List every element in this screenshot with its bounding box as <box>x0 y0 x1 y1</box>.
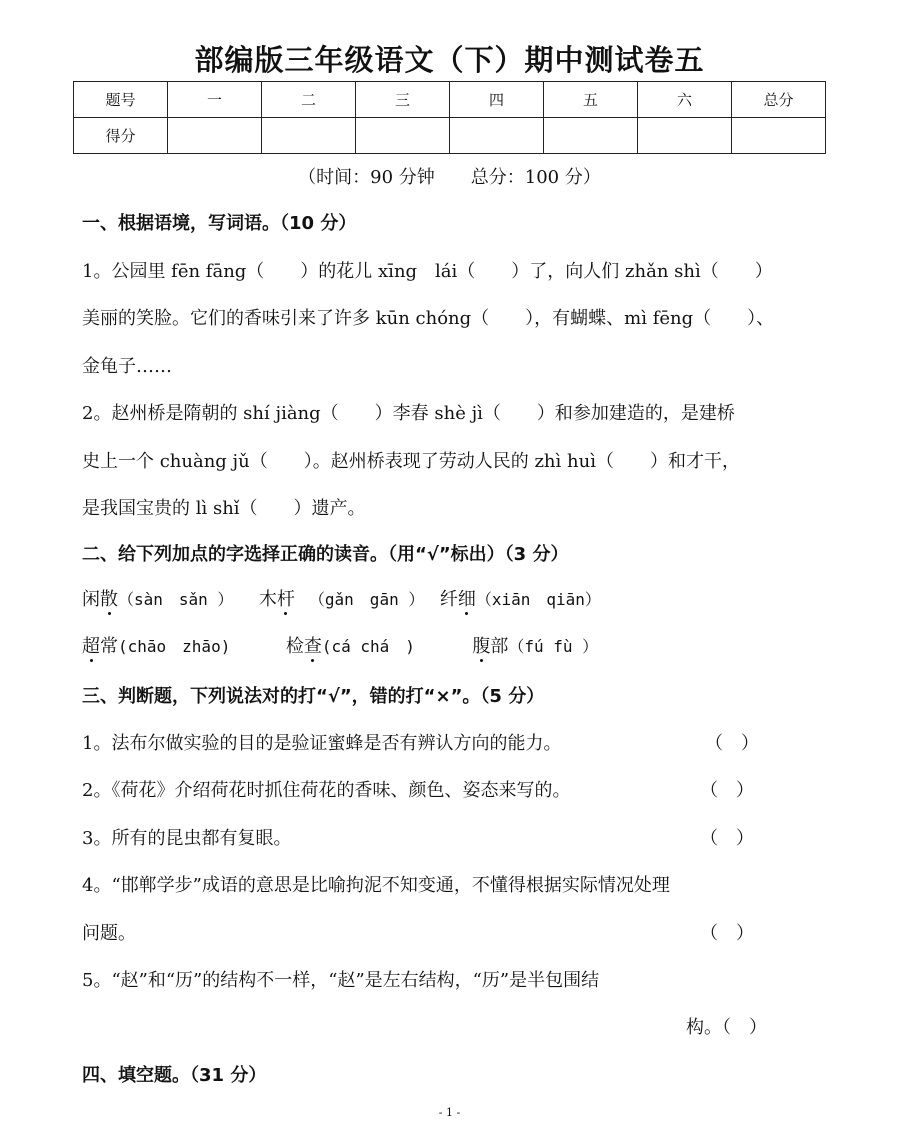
page-number: - 1 - <box>438 1106 461 1119</box>
header-cell: 三 <box>356 82 450 118</box>
word-5: 检查 <box>285 636 322 657</box>
s3-q5-line-1: 5。“赵”和“历”的结构不一样，“赵”是左右结构，“历”是半包围结 <box>82 970 600 991</box>
answer-paren[interactable]: （ ） <box>700 923 754 944</box>
header-cell: 总分 <box>732 82 826 118</box>
header-cell: 四 <box>450 82 544 118</box>
exam-info: （时间：90 分钟 总分：100 分） <box>298 167 601 188</box>
score-cell[interactable] <box>356 118 450 154</box>
section-3-heading: 三、判断题，下列说法对的打“√”，错的打“×”。（5 分） <box>82 686 545 707</box>
score-table-score-row <box>74 118 826 154</box>
score-cell[interactable] <box>168 118 262 154</box>
dotted-char: 查 <box>303 636 322 657</box>
pinyin-options: (chāo zhāo) <box>118 637 231 656</box>
answer-paren[interactable]: （ ） <box>700 780 754 801</box>
dotted-char: 散 <box>100 589 118 610</box>
dotted-char: 腹 <box>472 636 491 657</box>
word-3: 纤细 <box>439 589 476 610</box>
score-cell[interactable] <box>544 118 638 154</box>
score-table <box>73 81 826 154</box>
pinyin-options: （sàn sǎn ） <box>118 590 234 609</box>
answer-paren[interactable]: （ ） <box>700 828 754 849</box>
score-cell[interactable] <box>262 118 356 154</box>
s3-q4-line-1: 4。“邯郸学步”成语的意思是比喻拘泥不知变通，不懂得根据实际情况处理 <box>82 875 670 896</box>
s1-line-3: 金龟子…… <box>82 356 172 377</box>
header-cell: 五 <box>544 82 638 118</box>
pinyin-options: (cá chá ) <box>321 637 415 656</box>
score-cell[interactable] <box>450 118 544 154</box>
s3-q1: 1。法布尔做实验的目的是验证蜜蜂是否有辨认方向的能力。 <box>82 733 562 754</box>
score-cell[interactable] <box>638 118 732 154</box>
s1-line-1: 1。公园里 fēn fāng（ ）的花儿 xīng lái（ ）了，向人们 zhǎn shì（ ） <box>82 261 773 282</box>
score-cell[interactable] <box>732 118 826 154</box>
word-1: 闲散 <box>82 589 118 610</box>
s1-line-5: 史上一个 chuàng jǔ（ ）。赵州桥表现了劳动人民的 zhì huì（ ）和才干， <box>82 451 740 472</box>
header-cell: 六 <box>638 82 732 118</box>
s1-line-2: 美丽的笑脸。它们的香味引来了许多 kūn chóng（ ），有蝴蝶、mì fēng（ ）、 <box>82 308 775 329</box>
answer-paren[interactable]: （ ） <box>705 733 759 754</box>
s1-line-4: 2。赵州桥是隋朝的 shí jiàng（ ）李春 shè jì（ ）和参加建造的，是建桥 <box>82 403 735 424</box>
header-cell: 题号 <box>74 82 168 118</box>
dotted-char: 超 <box>82 636 100 657</box>
pinyin-options: （gǎn gān ） <box>308 590 425 609</box>
section-1-heading: 一、根据语境，写词语。（10 分） <box>82 213 357 234</box>
score-table-header-row <box>74 82 826 118</box>
section-2-heading: 二、给下列加点的字选择正确的读音。（用“√”标出）（3 分） <box>82 544 569 565</box>
pinyin-options: （fú fù ） <box>508 637 599 656</box>
s3-q2: 2。《荷花》介绍荷花时抓住荷花的香味、颜色、姿态来写的。 <box>82 780 571 801</box>
section-4-heading: 四、填空题。（31 分） <box>82 1065 267 1086</box>
page-title: 部编版三年级语文（下）期中测试卷五 <box>194 43 705 77</box>
header-cell: 二 <box>262 82 356 118</box>
row-label-cell: 得分 <box>74 118 168 154</box>
s3-q5-line-2: 构。（ ） <box>686 1017 767 1038</box>
answer-paren[interactable]: （ ） <box>722 1017 767 1038</box>
s3-q4-line-2: 问题。 <box>82 923 136 944</box>
pinyin-options: （xiān qiān） <box>475 590 601 609</box>
dotted-char: 细 <box>457 589 476 610</box>
s3-q3: 3。所有的昆虫都有复眼。 <box>82 828 292 849</box>
word-6: 腹部 <box>472 636 509 657</box>
word-4: 超常 <box>82 636 118 657</box>
s2-row-2 <box>82 634 823 660</box>
word-2: 木杆 <box>258 589 295 610</box>
s1-line-6: 是我国宝贵的 lì shǐ（ ）遗产。 <box>82 498 366 519</box>
dotted-char: 杆 <box>276 589 295 610</box>
s2-row-1 <box>82 587 823 613</box>
header-cell: 一 <box>168 82 262 118</box>
